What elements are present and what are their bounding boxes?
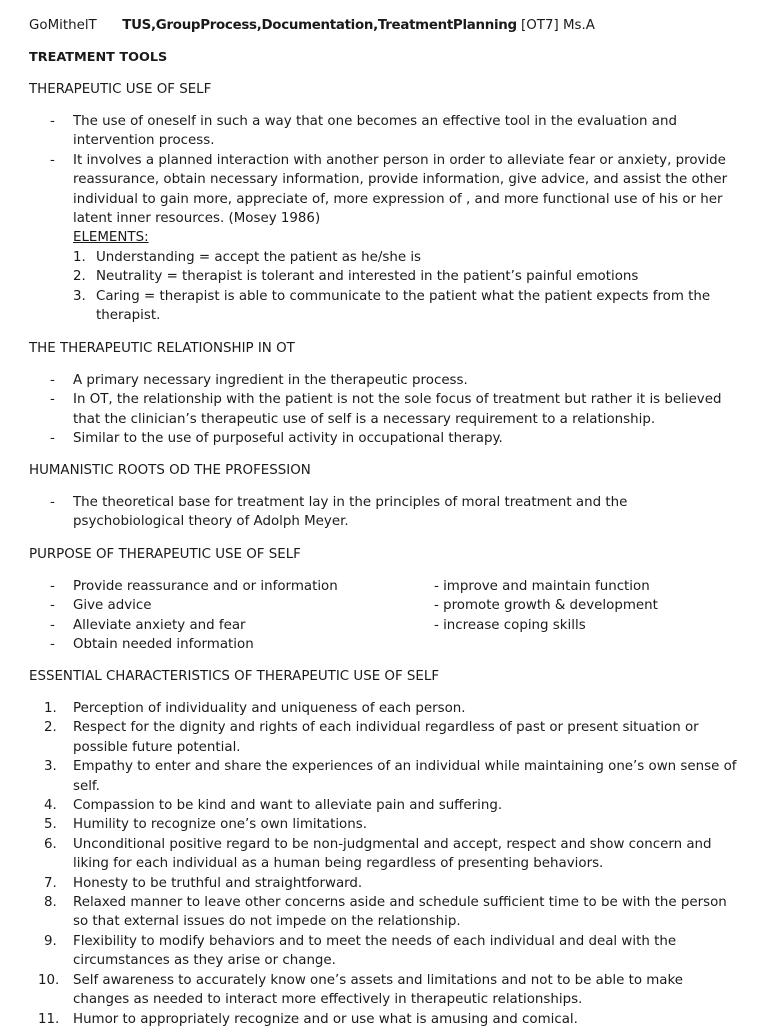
list-item bbox=[73, 267, 714, 286]
list-item-text: Compassion to be kind and want to alleviate pain and suffering. bbox=[73, 798, 503, 814]
dash-marker: - bbox=[50, 598, 55, 614]
list-item-text: Obtain needed information bbox=[73, 637, 254, 653]
section-title-relationship: THE THERAPEUTIC RELATIONSHIP IN OT bbox=[29, 341, 295, 356]
section-title-essential: ESSENTIAL CHARACTERISTICS OF THERAPEUTIC USE OF SELF bbox=[29, 669, 440, 684]
list-item bbox=[0, 371, 741, 390]
dash-marker: - bbox=[50, 152, 55, 168]
list-item: - improve and maintain function bbox=[434, 579, 650, 594]
humanistic-bullet-list bbox=[0, 493, 741, 532]
list-item-text: Give advice bbox=[73, 598, 152, 614]
list-item bbox=[0, 1010, 741, 1029]
section-title-tus: THERAPEUTIC USE OF SELF bbox=[29, 82, 212, 97]
dash-marker: - bbox=[50, 373, 55, 388]
list-item-text: The use of oneself in such a way that one becomes an effective tool in the evaluation and intervention process. bbox=[73, 114, 677, 149]
dash-marker: - bbox=[50, 431, 55, 447]
list-item: 8. Relaxed manner to leave other concerns aside and schedule sufficient time to be with the person so that external issues do not impede on the relationship. bbox=[44, 895, 727, 930]
list-item-text: Self awareness to accurately know one’s assets and limitations and not to be able to make changes as needed to interact more effectively in therapeutic relationships. bbox=[73, 972, 684, 1008]
number-marker: 3. bbox=[73, 288, 86, 304]
number-marker: 11. bbox=[38, 1011, 60, 1027]
list-item: - promote growth & development bbox=[434, 598, 658, 614]
list-item-text: Humor to appropriately recognize and or use what is amusing and comical. bbox=[73, 1011, 578, 1027]
list-item-text: Relaxed manner to leave other concerns aside and schedule sufficient time to be with the person so that external issues do not impede on the relationship. bbox=[73, 895, 727, 930]
header-topics: TUS,GroupProcess,Documentation,TreatmentPlanning bbox=[122, 18, 517, 33]
list-item-text: Understanding = accept the patient as he/she is bbox=[96, 250, 422, 265]
list-item-text: It involves a planned interaction with another person in order to alleviate fear or anxiety, provide reassurance, obtain necessary information, provide information, give advice, and assist the other individual to gain more, appreciate of, more expression of , and more functional use of his or her latent inner resources. (Mosey 1986) bbox=[73, 152, 728, 227]
number-marker: 2. bbox=[73, 269, 86, 285]
author-name: GoMithelT bbox=[29, 18, 97, 33]
list-item: 1. Perception of individuality and uniqueness of each person. bbox=[44, 701, 466, 716]
dash-marker: - bbox=[50, 579, 55, 594]
list-item: 3. Empathy to enter and share the experiences of an individual while maintaining one’s own sense of self. bbox=[44, 759, 737, 794]
list-item-text: Neutrality = therapist is tolerant and interested in the patient’s painful emotions bbox=[96, 269, 639, 285]
main-title: TREATMENT TOOLS bbox=[29, 50, 168, 65]
dash-marker: - bbox=[50, 617, 55, 633]
course-code: [OT7] Ms.A bbox=[521, 18, 595, 33]
section-title-humanistic: HUMANISTIC ROOTS OD THE PROFESSION bbox=[29, 463, 311, 478]
list-item bbox=[73, 248, 714, 267]
relationship-bullet-list bbox=[0, 371, 741, 449]
section-title-purpose: PURPOSE OF THERAPEUTIC USE OF SELF bbox=[29, 547, 301, 562]
list-item: 5. Humility to recognize one’s own limitations. bbox=[44, 817, 367, 833]
list-item-text: A primary necessary ingredient in the therapeutic process. bbox=[73, 373, 468, 388]
list-item-text: In OT, the relationship with the patient is not the sole focus of treatment but rather it is believed that the clinician’s therapeutic use of self is a necessary requirement to a relationship. bbox=[73, 392, 722, 427]
list-item-text: The theoretical base for treatment lay in the principles of moral treatment and the psychobiological theory of Adolph Meyer. bbox=[73, 495, 628, 530]
list-item bbox=[0, 493, 741, 532]
list-item-text: Perception of individuality and uniqueness of each person. bbox=[73, 701, 466, 716]
list-item-text: Respect for the dignity and rights of each individual regardless of past or present situation or possible future potential. bbox=[73, 720, 699, 755]
list-item-text: Humility to recognize one’s own limitations. bbox=[73, 817, 367, 833]
elements-block bbox=[73, 228, 741, 247]
list-item bbox=[0, 112, 741, 151]
list-item bbox=[0, 616, 433, 635]
list-item: 2. Respect for the dignity and rights of each individual regardless of past or present situation or possible future potential. bbox=[44, 720, 699, 755]
list-item-text: Unconditional positive regard to be non-judgmental and accept, respect and show concern and liking for each individual as a human being regardless of presenting behaviors. bbox=[73, 836, 712, 872]
purpose-list-left bbox=[0, 577, 433, 655]
purpose-list-right bbox=[434, 577, 658, 635]
list-item bbox=[0, 971, 741, 1010]
number-marker: 1. bbox=[73, 250, 86, 265]
list-item: 6. Unconditional positive regard to be non-judgmental and accept, respect and show concern and liking for each individual as a human being regardless of presenting behaviors. bbox=[44, 836, 712, 872]
list-item: 4. Compassion to be kind and want to alleviate pain and suffering. bbox=[44, 798, 503, 814]
list-item: 9. Flexibility to modify behaviors and to meet the needs of each individual and deal with the circumstances as they arise or change. bbox=[44, 933, 677, 969]
list-item-text: Empathy to enter and share the experiences of an individual while maintaining one’s own sense of self. bbox=[73, 759, 737, 794]
list-item bbox=[0, 635, 433, 654]
list-item-text: Caring = therapist is able to communicate to the patient what the patient expects from the therapist. bbox=[96, 288, 711, 324]
list-item bbox=[73, 287, 714, 326]
dash-marker: - bbox=[50, 637, 55, 653]
list-item: 7. Honesty to be truthful and straightforward. bbox=[44, 875, 363, 891]
dash-marker: - bbox=[50, 495, 55, 510]
list-item-text: Provide reassurance and or information bbox=[73, 579, 338, 594]
elements-label: ELEMENTS: bbox=[73, 230, 149, 246]
list-item-text: Alleviate anxiety and fear bbox=[73, 617, 246, 633]
list-item bbox=[0, 596, 433, 615]
list-item bbox=[0, 390, 741, 429]
list-item bbox=[0, 151, 741, 248]
dash-marker: - bbox=[50, 114, 55, 129]
essential-numbered-list bbox=[0, 699, 741, 1029]
tus-bullet-list bbox=[0, 112, 741, 248]
list-item-text: Honesty to be truthful and straightforward. bbox=[73, 875, 363, 891]
list-item: - increase coping skills bbox=[434, 617, 586, 633]
elements-list bbox=[0, 248, 714, 326]
list-item bbox=[0, 429, 741, 448]
list-item-text: Flexibility to modify behaviors and to meet the needs of each individual and deal with the circumstances as they arise or change. bbox=[73, 933, 677, 969]
dash-marker: - bbox=[50, 392, 55, 408]
number-marker: 10. bbox=[38, 972, 60, 988]
list-item-text: Similar to the use of purposeful activity in occupational therapy. bbox=[73, 431, 503, 447]
list-item bbox=[0, 577, 433, 596]
page-header bbox=[29, 16, 595, 35]
